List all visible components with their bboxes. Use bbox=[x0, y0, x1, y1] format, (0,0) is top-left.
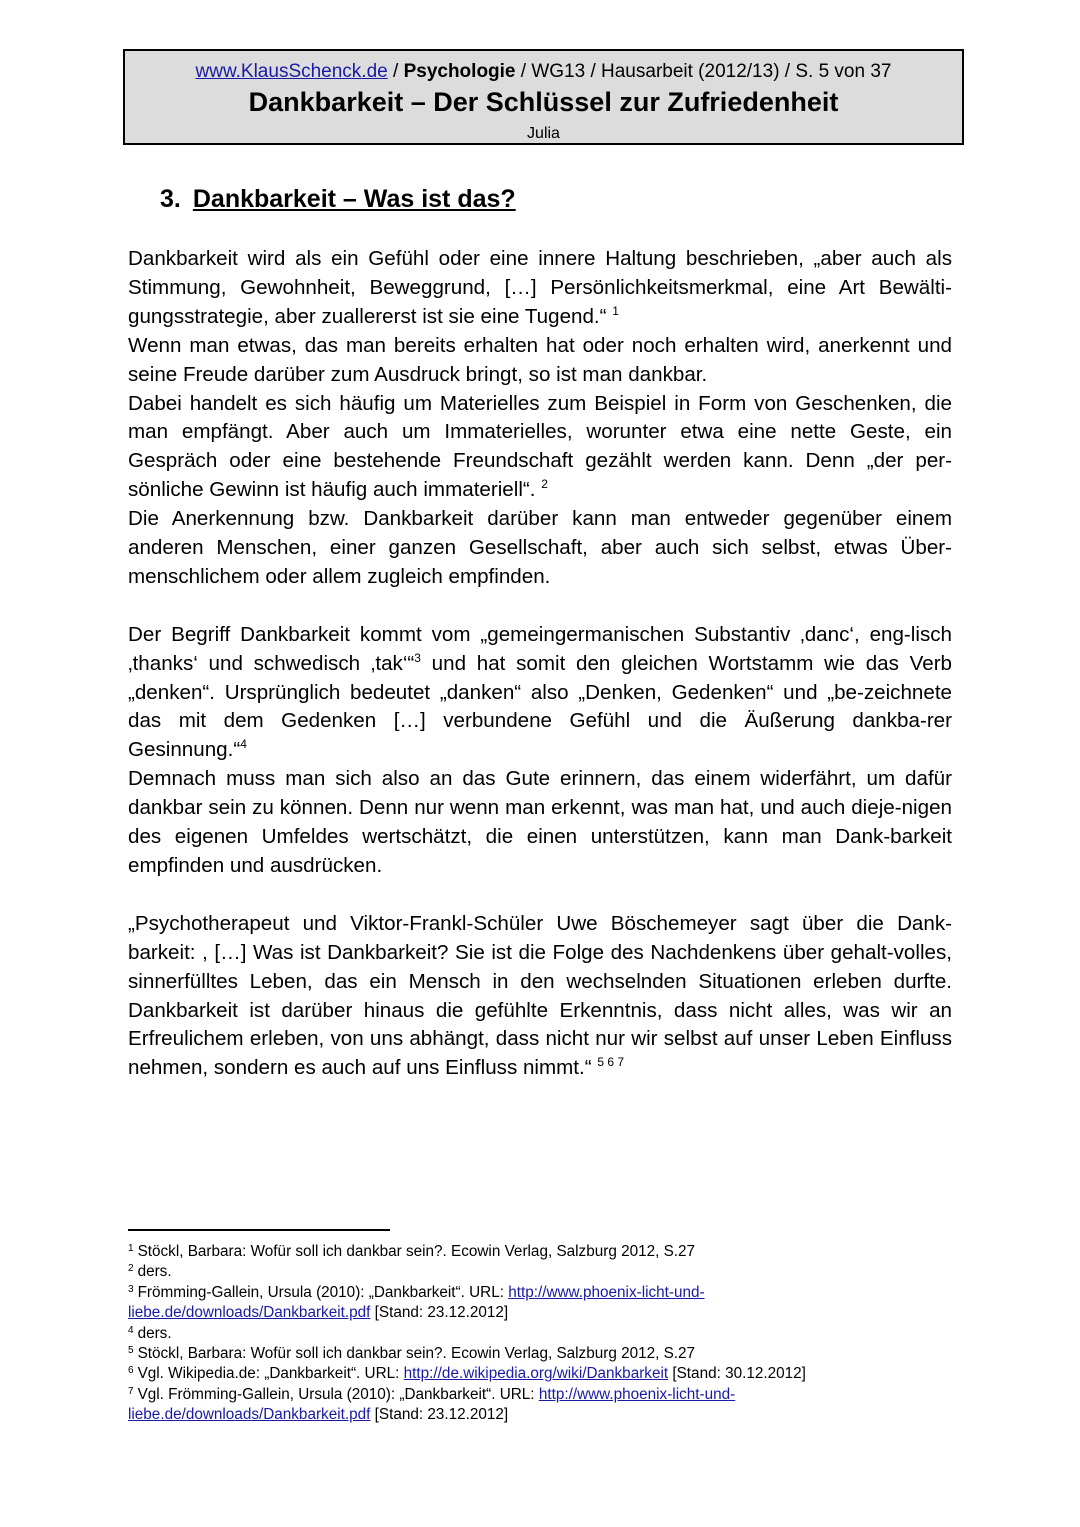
page-header bbox=[123, 49, 964, 145]
footnote-divider bbox=[128, 1229, 390, 1231]
paragraph-text: Dabei handelt es sich häufig um Materielles zum Beispiel in Form von Geschenken, die man empfängt. Aber auch um Immaterielles, worunter etwa eine nette Geste, ein Gespräch oder eine bestehende Freundschaft gezählt werden kann. Denn „der per-sönliche Gewinn ist häufig auch immateriell“. bbox=[128, 391, 952, 502]
section-title: Dankbarkeit – Was ist das? bbox=[192, 185, 516, 213]
footnote-continuation bbox=[128, 1303, 888, 1323]
header-subject: Psychologie bbox=[403, 61, 516, 82]
section-number: 3. bbox=[160, 185, 181, 213]
paragraph: Die Anerkennung bzw. Dankbarkeit darüber kann man entweder gegenüber einem anderen Menschen, einer ganzen Gesellschaft, aber auch sich selbst, etwas Über-menschlichem oder allem zugleich empfinden. bbox=[128, 507, 952, 588]
footnote-number: 2 bbox=[128, 1263, 134, 1275]
header-course-info: / WG13 / Hausarbeit (2012/13) / S. 5 von 37 bbox=[515, 61, 892, 82]
footnote bbox=[128, 1344, 888, 1364]
site-link[interactable]: www.KlausSchenck.de bbox=[195, 61, 388, 82]
section-heading bbox=[160, 183, 516, 215]
footnote-ref: 4 bbox=[240, 737, 247, 752]
footnote-continuation bbox=[128, 1405, 888, 1425]
paragraph: Demnach muss man sich also an das Gute erinnern, das einem widerfährt, um dafür dankbar sein zu können. Denn nur wenn man erkennt, was man hat, und auch dieje-nigen des eigenen Umfeldes wertschätzt, die einen unterstützen, kann man Dank-barkeit empfinden und ausdrücken. bbox=[128, 767, 952, 878]
footnote-text: ders. bbox=[137, 1324, 172, 1342]
document-title: Dankbarkeit – Der Schlüssel zur Zufriedenheit bbox=[248, 87, 839, 117]
footnote-number: 4 bbox=[128, 1324, 134, 1336]
footnote-text: [Stand: 30.12.2012] bbox=[668, 1365, 806, 1383]
footnote-ref: 3 bbox=[414, 650, 421, 665]
paragraph bbox=[128, 621, 952, 766]
footnote-text: Vgl. Frömming-Gallein, Ursula (2010): „Dankbarkeit“. URL: bbox=[137, 1385, 539, 1403]
footnote-number: 5 bbox=[128, 1345, 134, 1357]
footnote-text: ders. bbox=[137, 1263, 172, 1281]
body-text bbox=[128, 245, 952, 1083]
footnote-link[interactable]: liebe.de/downloads/Dankbarkeit.pdf bbox=[128, 1304, 371, 1322]
footnote-link[interactable]: liebe.de/downloads/Dankbarkeit.pdf bbox=[128, 1406, 371, 1424]
footnote bbox=[128, 1283, 888, 1303]
footnote-text: [Stand: 23.12.2012] bbox=[370, 1304, 509, 1322]
footnote-text: Frömming-Gallein, Ursula (2010): „Dankbarkeit“. URL: bbox=[137, 1283, 509, 1301]
footnote-ref: 1 bbox=[612, 303, 619, 318]
header-separator: / bbox=[387, 61, 404, 82]
footnote-number: 7 bbox=[128, 1385, 134, 1397]
footnote-ref: 5 6 7 bbox=[597, 1055, 625, 1070]
footnote bbox=[128, 1262, 888, 1282]
footnote-number: 3 bbox=[128, 1283, 134, 1295]
paragraph: Wenn man etwas, das man bereits erhalten hat oder noch erhalten wird, anerkennt und seine Freude darüber zum Ausdruck bringt, so ist man dankbar. bbox=[128, 333, 952, 386]
footnote-link[interactable]: http://www.phoenix-licht-und- bbox=[538, 1385, 736, 1403]
paragraph-text: „Psychotherapeut und Viktor-Frankl-Schüler Uwe Böschemeyer sagt über die Dank-barkeit: , […] Was ist Dankbarkeit? Sie ist die Folge des Nachdenkens über gehalt-volles, sinnerfülltes Leben, das ein Mensch in den wechselnden Situationen erleben durfte. Dankbarkeit ist darüber hinaus die gefühlte Erkenntnis, dass nicht alles, was wir an Erfreulichem erleben, von uns abhängt, dass nicht nur wir selbst auf unser Leben Einfluss nehmen, sondern es auch auf uns Einfluss nimmt.“ bbox=[128, 911, 952, 1080]
author-name: Julia bbox=[527, 125, 560, 142]
paragraph bbox=[128, 910, 952, 1083]
footnote-text: Stöckl, Barbara: Wofür soll ich dankbar sein?. Ecowin Verlag, Salzburg 2012, S.27 bbox=[137, 1345, 696, 1363]
paragraph bbox=[128, 390, 952, 506]
footnote-number: 1 bbox=[128, 1243, 134, 1254]
footnote-ref: 2 bbox=[541, 477, 548, 492]
footnote-number: 6 bbox=[128, 1365, 134, 1377]
footnotes bbox=[128, 1242, 888, 1426]
footnote-link[interactable]: http://www.phoenix-licht-und- bbox=[508, 1283, 705, 1301]
footnote-text: [Stand: 23.12.2012] bbox=[370, 1406, 509, 1424]
footnote bbox=[128, 1385, 888, 1405]
footnote bbox=[128, 1324, 888, 1344]
footnote-text: Stöckl, Barbara: Wofür soll ich dankbar sein?. Ecowin Verlag, Salzburg 2012, S.27 bbox=[137, 1243, 696, 1260]
footnote bbox=[128, 1364, 888, 1384]
header-breadcrumb bbox=[125, 60, 962, 84]
paragraph-text: Dankbarkeit wird als ein Gefühl oder eine innere Haltung beschrieben, „aber auch als Stimmung, Gewohnheit, Beweggrund, […] Persönlichkeitsmerkmal, eine Art Bewälti-gungsstrategie, aber zuallererst ist sie eine Tugend.“ bbox=[128, 247, 952, 328]
footnote bbox=[128, 1242, 888, 1262]
footnote-link[interactable]: http://de.wikipedia.org/wiki/Dankbarkeit bbox=[403, 1365, 669, 1383]
paragraph-text: und hat somit den gleichen Wortstamm wie das Verb „denken“. Ursprünglich bedeutet „danken“ also „Denken, Gedenken“ und „be-zeichnete das mit dem Gedenken […] verbundene Gefühl und die Äußerung dankba-rer Gesinnung.“ bbox=[128, 651, 952, 762]
paragraph-text: Der Begriff Dankbarkeit kommt vom „gemeingermanischen Substantiv ‚danc‘, eng-lisch ‚thanks‘ und schwedisch ‚tak‘“ bbox=[128, 622, 952, 675]
footnote-text: Vgl. Wikipedia.de: „Dankbarkeit“. URL: bbox=[137, 1365, 404, 1383]
paragraph bbox=[128, 245, 952, 332]
